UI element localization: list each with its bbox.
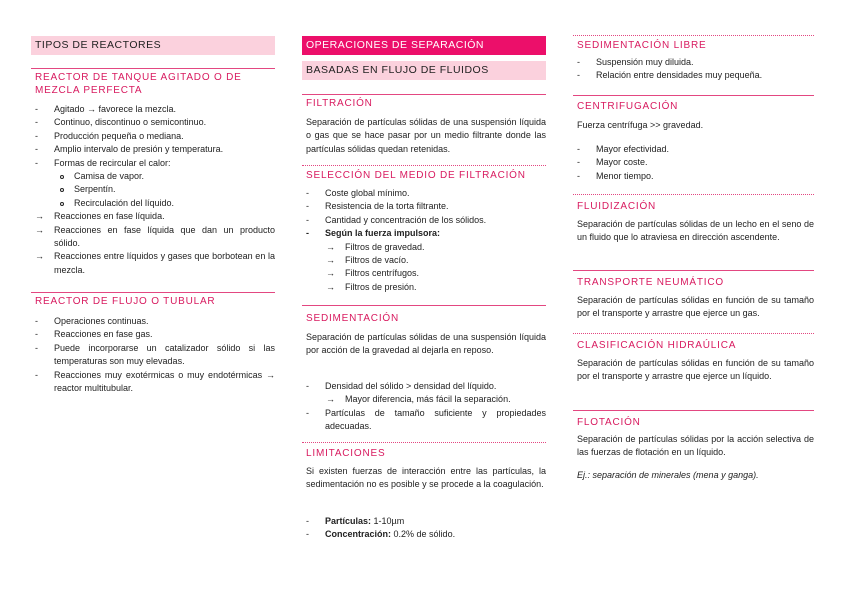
list-item: - Resistencia de la torta filtrante. <box>306 201 449 212</box>
filtracion-text: Separación de partículas sólidas de una suspensión líquida o gas que se hace pasar por un medio filtrante donde las partículas sólidas quedan retenidas. <box>306 117 546 154</box>
subheader-flujo-fluidos: BASADAS EN FLUJO DE FLUIDOS <box>302 61 546 80</box>
arrow-icon: → <box>326 255 335 266</box>
list-item: - Reacciones en fase gas. <box>35 329 153 340</box>
sub-list-item: Camisa de vapor. <box>35 170 275 183</box>
section-title-clasificacion-hidraulica: CLASIFICACIÓN HIDRAÚLICA <box>577 340 737 351</box>
list-item: - Coste global mínimo. <box>306 188 410 198</box>
section-title-flujo-tubular: REACTOR DE FLUJO O TUBULAR <box>35 296 216 307</box>
section-title-limitaciones: LIMITACIONES <box>306 448 386 459</box>
section-rule <box>31 68 275 69</box>
list-item: - Amplio intervalo de presión y temperatura. <box>35 144 224 155</box>
bullet-circle-icon <box>60 202 64 206</box>
sub-list-item: → Mayor diferencia, más fácil la separación. <box>306 393 546 406</box>
list-item: - Continuo, discontinuo o semicontinuo. <box>35 117 207 128</box>
list-item: → Reacciones entre líquidos y gases que borbotean en la mezcla. <box>35 251 275 275</box>
list-item: - Partículas: 1-10µm <box>306 516 405 526</box>
list-item: - Puede incorporarse un catalizador sólido si las temperaturas son muy elevadas. <box>35 342 275 367</box>
list-item: - Cantidad y concentración de los sólidos. <box>306 214 487 225</box>
section-rule <box>302 165 546 166</box>
section-title-fluidizacion: FLUIDIZACIÓN <box>577 201 657 212</box>
arrow-icon: → <box>326 241 335 252</box>
sub-list-item: Recirculación del líquido. <box>35 197 275 210</box>
sedimentacion-list <box>302 380 546 434</box>
arrow-icon: → <box>35 211 44 222</box>
sub-list-item: → Filtros de presión. <box>306 281 546 294</box>
bullet-circle-icon <box>60 175 64 179</box>
centrifugacion-text: Fuerza centrífuga >> gravedad. <box>577 120 704 130</box>
fluidizacion-text: Separación de partículas sólidas de un lecho en el seno de un fluido que lo atraviesa en dirección ascendente. <box>577 219 814 243</box>
section-rule <box>302 442 546 443</box>
section-title-filtracion: FILTRACIÓN <box>306 98 373 109</box>
list-item: - Densidad del sólido > densidad del líquido. <box>306 381 497 391</box>
section-rule <box>302 305 546 306</box>
list-item: - Operaciones continuas. <box>35 316 149 326</box>
centrifugacion-list <box>573 143 814 183</box>
flotacion-example: Ej.: separación de minerales (mena y ganga). <box>577 470 759 480</box>
sub-list-item: → Filtros centrífugos. <box>306 267 546 280</box>
section-title-sedimentacion: SEDIMENTACIÓN <box>306 313 399 324</box>
header-tipos-reactores: TIPOS DE REACTORES <box>31 36 275 55</box>
list-item: - Suspensión muy diluida. <box>577 57 694 67</box>
sub-list-item: → Filtros de vacío. <box>306 254 546 267</box>
list-item: - Formas de recircular el calor: <box>35 157 171 168</box>
arrow-icon: → <box>35 251 44 262</box>
arrow-icon: → <box>326 394 335 405</box>
sub-list-item: Serpentín. <box>35 183 275 196</box>
transporte-text: Separación de partículas sólidas en función de su tamaño por el transporte y arrastre que ejerce un gas. <box>577 295 814 319</box>
tubular-list <box>31 315 275 395</box>
limitaciones-list <box>302 515 546 542</box>
section-title-transporte-neumatico: TRANSPORTE NEUMÁTICO <box>577 277 724 288</box>
header-operaciones-separacion: OPERACIONES DE SEPARACIÓN <box>302 36 546 55</box>
tanque-list <box>31 103 275 277</box>
section-rule <box>573 95 814 96</box>
arrow-icon: → <box>326 281 335 292</box>
sedimentacion-text: Separación de partículas sólidas de una suspensión líquida por acción de la gravedad al dejarla en reposo. <box>306 332 546 356</box>
section-title-seleccion-medio: SELECCIÓN DEL MEDIO DE FILTRACIÓN <box>306 170 526 181</box>
section-rule <box>573 270 814 271</box>
bullet-circle-icon <box>60 188 64 192</box>
list-item: → Reacciones en fase líquida. <box>35 210 275 223</box>
list-item: - Reacciones muy exotérmicas o muy endotérmicas → reactor multitubular. <box>35 369 275 394</box>
sub-list-item: → Filtros de gravedad. <box>306 241 546 254</box>
section-rule <box>573 35 814 36</box>
section-rule <box>31 292 275 293</box>
arrow-icon: → <box>326 268 335 279</box>
seleccion-list <box>302 187 546 294</box>
list-item: - Concentración: 0.2% de sólido. <box>306 529 456 540</box>
list-item: - Producción pequeña o mediana. <box>35 130 184 141</box>
list-item: - Relación entre densidades muy pequeña. <box>577 70 763 81</box>
list-item: - Agitado → favorece la mezcla. <box>35 104 177 114</box>
flotacion-text: Separación de partículas sólidas por la acción selectiva de las fuerzas de flotación en un líquido. <box>577 434 814 458</box>
section-rule <box>573 333 814 334</box>
limitaciones-text: Si existen fuerzas de interacción entre las partículas, la sedimentación no es posible y se procede a la coagulación. <box>306 466 546 490</box>
section-title-tanque-agitado: REACTOR DE TANQUE AGITADO O DE MEZCLA PERFECTA <box>35 72 242 96</box>
section-rule <box>573 194 814 195</box>
list-item: - Mayor coste. <box>577 157 648 168</box>
list-item: → Reacciones en fase líquida que dan un producto sólido. <box>35 224 275 249</box>
arrow-icon: → <box>35 224 44 235</box>
list-item: - Partículas de tamaño suficiente y propiedades adecuadas. <box>306 407 546 432</box>
section-title-flotacion: FLOTACIÓN <box>577 417 641 428</box>
section-rule <box>573 410 814 411</box>
list-item: - Menor tiempo. <box>577 170 654 181</box>
list-item: - Según la fuerza impulsora: <box>306 228 441 239</box>
section-rule <box>302 94 546 95</box>
clasificacion-text: Separación de partículas sólidas en función de su tamaño por el transporte y arrastre que ejerce un líquido. <box>577 358 814 382</box>
sedlibre-list <box>573 56 814 83</box>
section-title-centrifugacion: CENTRIFUGACIÓN <box>577 101 679 112</box>
section-title-sedimentacion-libre: SEDIMENTACIÓN LIBRE <box>577 40 707 51</box>
list-item: - Mayor efectividad. <box>577 144 670 154</box>
